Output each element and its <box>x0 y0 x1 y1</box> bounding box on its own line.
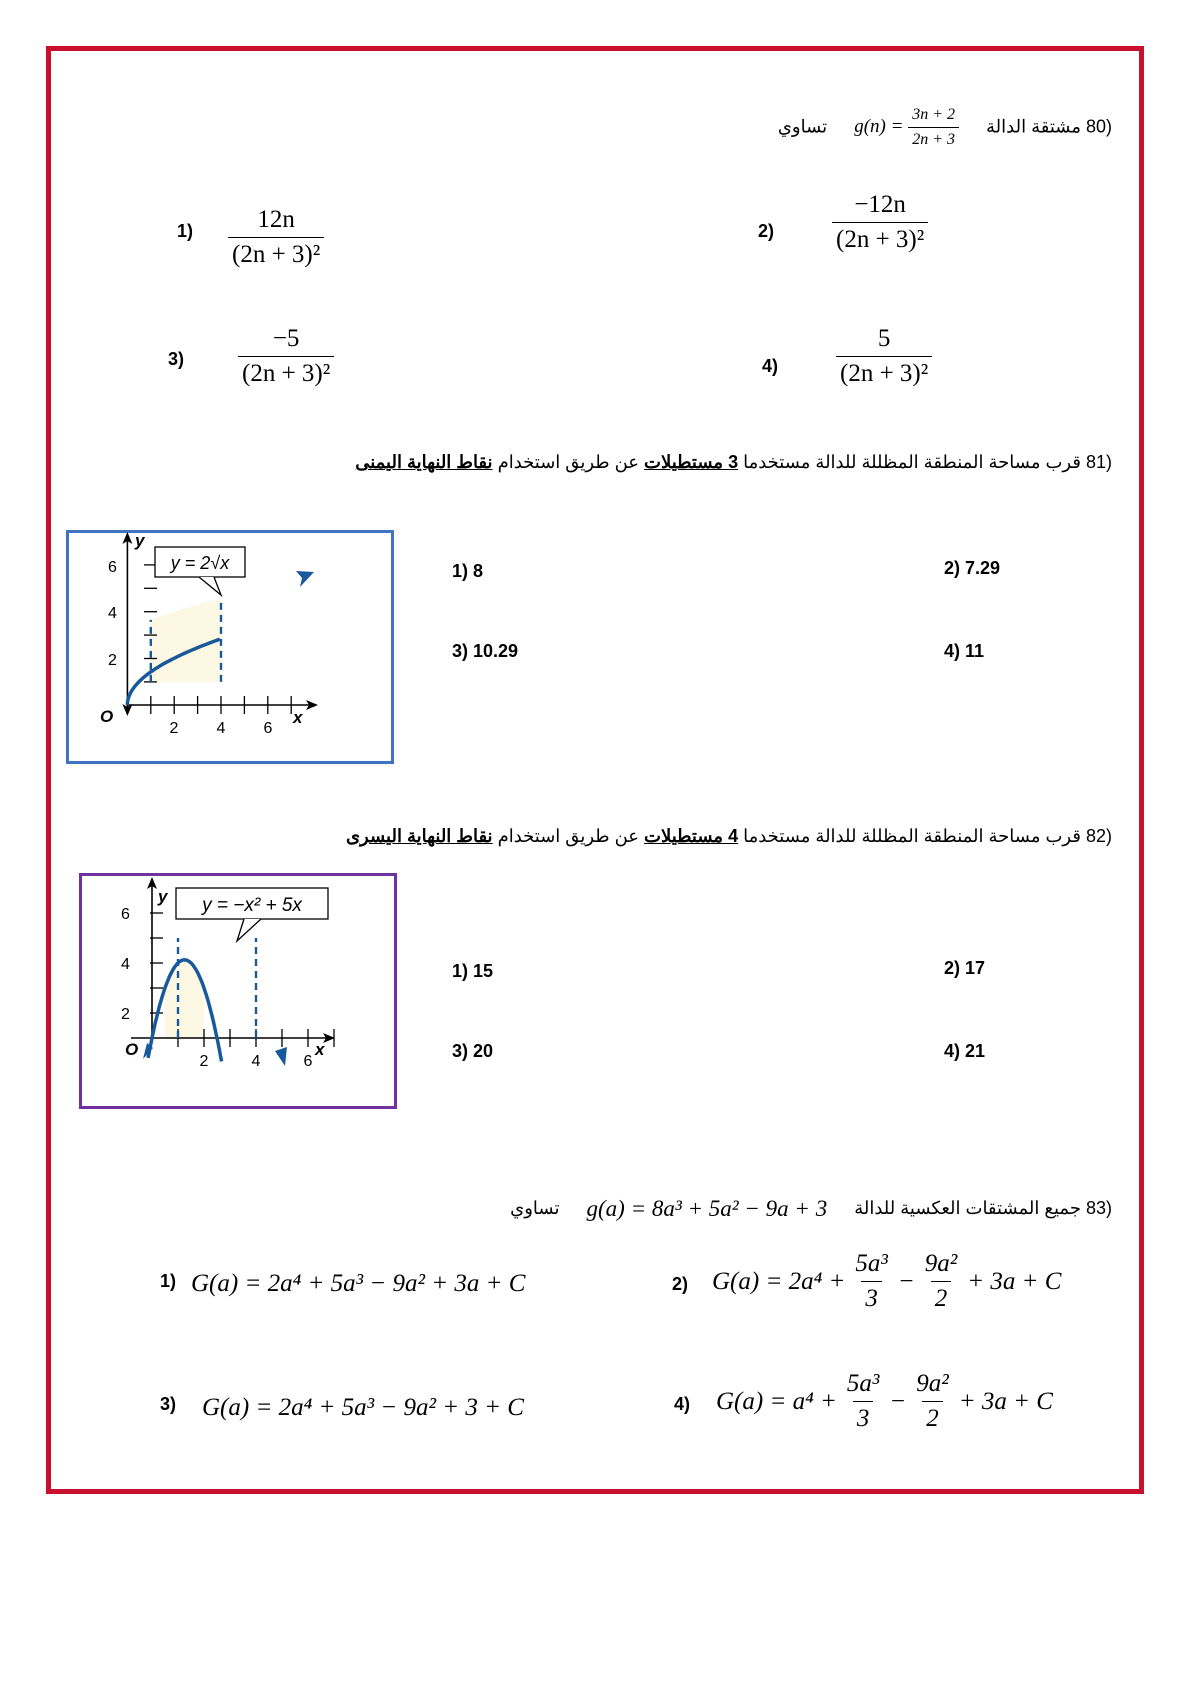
question-emphasis: 3 مستطيلات <box>644 452 739 472</box>
fraction-denominator: 2n + 3 <box>908 127 959 149</box>
x-tick-label: 6 <box>303 1053 313 1070</box>
q83-option-4-expression[interactable] <box>716 1370 1053 1433</box>
question-suffix: تساوي <box>777 116 828 137</box>
x-axis-label: x <box>315 1040 325 1059</box>
graph-sqrt-function <box>66 530 394 764</box>
function-label: y = 2√x <box>170 553 230 573</box>
q83-option-1-label[interactable]: 1) <box>160 1271 177 1291</box>
option-denominator: (2n + 3)² <box>836 356 932 388</box>
expression-part: − <box>889 1387 907 1415</box>
question-emphasis: نقاط النهاية اليسرى <box>345 826 493 846</box>
q81-option-2[interactable]: 2) 7.29 <box>944 558 1001 578</box>
expression-fraction <box>851 1250 892 1313</box>
q83-option-3-label[interactable]: 3) <box>160 1394 177 1414</box>
fraction-denominator: 2 <box>931 1281 952 1313</box>
q82-option-2[interactable]: 2) 17 <box>944 958 986 978</box>
option-numerator: −5 <box>272 325 300 352</box>
option-denominator: (2n + 3)² <box>832 222 928 254</box>
option-3-label[interactable]: 3) <box>168 349 185 369</box>
function-g-n <box>854 106 959 149</box>
q81-option-3[interactable]: 3) 10.29 <box>452 641 519 661</box>
question-number: 81) <box>1085 452 1112 472</box>
y-tick-label: 4 <box>108 605 117 622</box>
option-3-fraction[interactable] <box>238 325 334 388</box>
x-tick-label: 2 <box>169 720 179 737</box>
question-text: عن طريق استخدام <box>497 826 640 846</box>
y-axis-label: y <box>158 887 168 906</box>
fraction-numerator: 9a² <box>924 1250 958 1277</box>
expression-part: + 3a + C <box>967 1267 1062 1295</box>
function-g-a: g(a) = 8a³ + 5a² − 9a + 3 <box>586 1196 828 1221</box>
question-80 <box>778 106 1112 149</box>
fraction-denominator: 3 <box>853 1401 874 1433</box>
q83-option-1-expression[interactable]: G(a) = 2a⁴ + 5a³ − 9a² + 3a + C <box>191 1270 526 1297</box>
q82-option-3[interactable]: 3) 20 <box>452 1041 494 1061</box>
option-4-fraction[interactable] <box>836 325 932 388</box>
expression-part: + 3a + C <box>958 1387 1053 1415</box>
x-tick-label: 4 <box>251 1053 261 1070</box>
expression-fraction <box>912 1370 953 1433</box>
function-fraction <box>908 106 959 149</box>
fraction-numerator: 5a³ <box>855 1250 888 1277</box>
fraction-numerator: 3n + 2 <box>912 106 955 123</box>
expression-fraction <box>843 1370 884 1433</box>
option-denominator: (2n + 3)² <box>228 237 324 269</box>
graph-parabola-function <box>79 873 397 1109</box>
expression-part: G(a) = 2a⁴ + <box>712 1267 846 1295</box>
option-denominator: (2n + 3)² <box>238 356 334 388</box>
question-prefix: جميع المشتقات العكسية للدالة <box>854 1197 1081 1218</box>
option-2-label[interactable]: 2) <box>758 221 775 241</box>
question-text: قرب مساحة المنطقة المظللة للدالة مستخدما <box>743 452 1081 472</box>
question-emphasis: نقاط النهاية اليمنى <box>355 452 493 472</box>
origin-label: O <box>100 707 114 726</box>
x-tick-label: 4 <box>216 720 226 737</box>
y-tick-label: 4 <box>121 956 130 973</box>
q83-option-2-expression[interactable] <box>712 1250 1061 1313</box>
question-text: قرب مساحة المنطقة المظللة للدالة مستخدما <box>743 826 1081 846</box>
question-81 <box>355 452 1112 473</box>
function-label: y = −x² + 5x <box>202 895 302 916</box>
question-suffix: تساوي <box>510 1197 560 1218</box>
q81-option-4[interactable]: 4) 11 <box>944 641 985 661</box>
fraction-numerator: 9a² <box>916 1370 949 1397</box>
fraction-denominator: 3 <box>861 1281 882 1313</box>
expression-part: G(a) = a⁴ + <box>716 1387 837 1415</box>
q83-option-4-label[interactable]: 4) <box>674 1394 691 1414</box>
x-tick-label: 6 <box>263 720 273 737</box>
question-82 <box>346 826 1112 847</box>
function-name: g(n) = <box>854 115 904 137</box>
option-numerator: 5 <box>877 325 891 352</box>
question-text: عن طريق استخدام <box>497 452 640 472</box>
question-emphasis: 4 مستطيلات <box>644 826 739 846</box>
x-axis-label: x <box>293 708 303 727</box>
x-tick-label: 2 <box>199 1053 209 1070</box>
option-2-fraction[interactable] <box>832 191 928 254</box>
q82-option-1[interactable]: 1) 15 <box>452 961 494 981</box>
question-prefix: مشتقة الدالة <box>986 116 1081 137</box>
y-tick-label: 2 <box>108 652 117 669</box>
q81-option-1[interactable]: 1) 8 <box>452 561 484 581</box>
q83-option-2-label[interactable]: 2) <box>672 1274 689 1294</box>
origin-label: O <box>125 1040 139 1059</box>
fraction-numerator: 5a³ <box>846 1370 880 1397</box>
question-number: 82) <box>1085 826 1112 846</box>
fraction-denominator: 2 <box>922 1401 943 1433</box>
question-83 <box>510 1196 1112 1222</box>
y-tick-label: 6 <box>108 559 117 576</box>
option-4-label[interactable]: 4) <box>762 356 779 376</box>
option-1-fraction[interactable] <box>228 206 324 269</box>
q83-option-3-expression[interactable]: G(a) = 2a⁴ + 5a³ − 9a² + 3 + C <box>202 1394 524 1421</box>
option-numerator: −12n <box>854 191 906 218</box>
question-number: 83) <box>1085 1197 1112 1218</box>
y-tick-label: 2 <box>121 1006 130 1023</box>
question-number: 80) <box>1085 116 1112 137</box>
q82-option-4[interactable]: 4) 21 <box>944 1041 986 1061</box>
y-tick-label: 6 <box>121 906 130 923</box>
expression-part: − <box>897 1267 915 1295</box>
y-axis-label: y <box>135 531 145 550</box>
expression-fraction <box>921 1250 962 1313</box>
option-numerator: 12n <box>257 206 295 233</box>
option-1-label[interactable]: 1) <box>177 221 194 241</box>
